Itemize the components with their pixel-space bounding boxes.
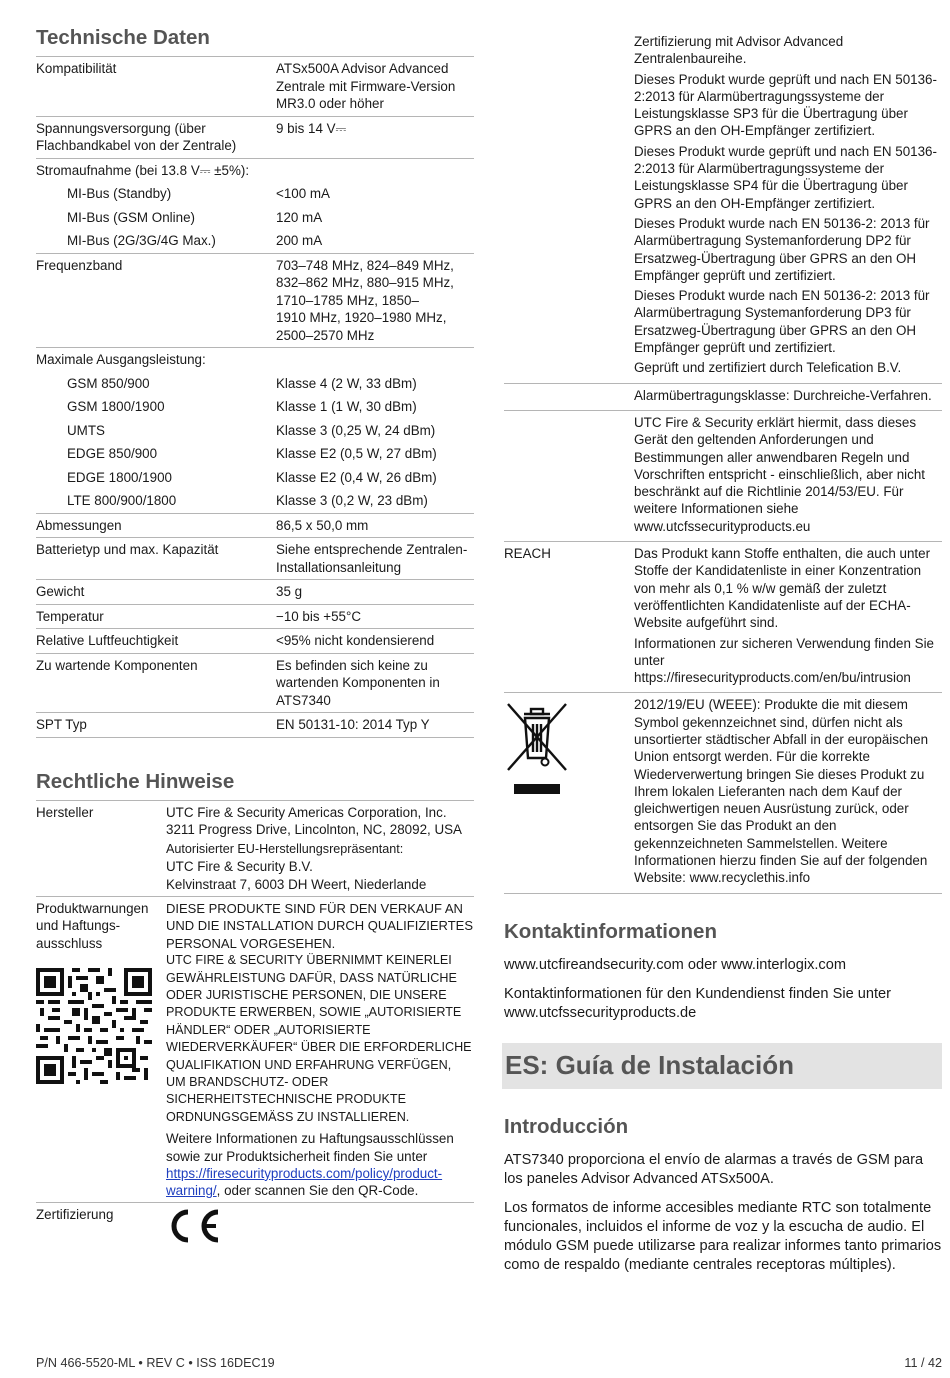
row-label: SPT Typ: [36, 717, 87, 732]
row-label: Zu wartende Komponenten: [36, 657, 198, 673]
warning-text: UTC FIRE & SECURITY ÜBERNIMMT KEINERLEI GEWÄHRLEISTUNG DAFÜR, DASS NATÜRLICHE ODER JURISTISCHE PERSONEN, DIE UNSERE PRODUKTE ERWERBEN, SOWIE „AUTORISIERTE HÄNDLER“ ODER „AUTORISIERTE WIEDERVERKÄUFER“ ÜBER DIE ERFORDERLICHE QUALIFIKATION UND ERFAHRUNG VERFÜGEN, UM BRANDSCHUTZ- ODER SICHERHEITSTECHNISCHE PRODUKTE ORDNUNGSGEMÄSS ZU INSTALLIEREN.: [166, 953, 472, 1124]
ce-mark-icon: [166, 1208, 226, 1244]
warning-text: DIESE PRODUKTE SIND FÜR DEN VERKAUF AN UND DIE INSTALLATION DURCH QUALIFIZIERTES PERSONAL VORGESEHEN.: [166, 900, 473, 951]
row-label: MI-Bus (2G/3G/4G Max.): [67, 233, 216, 248]
row-label: [504, 696, 634, 889]
table-row: [36, 419, 474, 443]
table-row: [36, 182, 474, 206]
table-row: [36, 117, 474, 159]
legal-table: [36, 800, 474, 1248]
table-row: [504, 693, 942, 893]
reach-paragraph: Informationen zur sicheren Verwendung finden Sie unter https://firesecurityproducts.com/en/bu/intrusion: [634, 635, 934, 686]
row-value: 35 g: [276, 584, 303, 599]
contact-support: Kontaktinformationen für den Kundendienst finden Sie unter www.utcfssecurityproducts.de: [504, 985, 891, 1021]
table-row: [36, 897, 474, 1203]
freq-line: 2500–2570 MHz: [276, 327, 375, 343]
row-value: Klasse 3 (0,2 W, 23 dBm): [276, 493, 428, 508]
row-value: [634, 696, 942, 889]
table-row: [504, 384, 942, 411]
cert-paragraph: Zertifizierung mit Advisor Advanced Zentralenbaureihe.: [634, 34, 844, 67]
row-label: Relative Luftfeuchtigkeit: [36, 633, 179, 648]
alarm-class-text: Alarmübertragungsklasse: Durchreiche-Verfahren.: [634, 387, 932, 403]
legal-heading: Rechtliche Hinweise: [36, 769, 235, 793]
table-row: [36, 348, 474, 372]
weee-crossed-bin-icon: [504, 700, 570, 796]
intro-paragraph: ATS7340 proporciona el envío de alarmas a través de GSM para los paneles Advisor Advanced ATSx500A.: [504, 1151, 924, 1187]
table-row: [36, 466, 474, 490]
table-row: [36, 629, 474, 654]
row-label: GSM 1800/1900: [67, 399, 165, 414]
label-line: ausschluss: [36, 935, 103, 951]
row-label: Stromaufnahme (bei 13.8 V⎓ ±5%):: [36, 162, 250, 178]
row-label: EDGE 1800/1900: [67, 469, 172, 485]
row-label: Spannungsversorgung (über Flachbandkabel von der Zentrale): [36, 120, 237, 153]
row-value: [166, 1206, 474, 1244]
row-label: EDGE 850/900: [67, 446, 158, 461]
row-value: [276, 257, 474, 345]
row-label: Maximale Ausgangsleistung:: [36, 352, 206, 367]
row-value: <95% nicht kondensierend: [276, 633, 435, 648]
tech-data-heading: Technische Daten: [36, 26, 210, 49]
table-row: [36, 206, 474, 230]
row-label: Abmessungen: [36, 517, 122, 533]
intro-paragraph: Los formatos de informe accesibles mediante RTC son totalmente funcionales, incluidos el informe de voz y la escucha de audio. El módulo GSM puede utilizarse para realizar informes tanto primarios como de respaldo (mediante centrales receptoras múltiples).: [504, 1199, 942, 1273]
table-row: [36, 254, 474, 349]
table-row: [36, 395, 474, 419]
row-value: Klasse 4 (2 W, 33 dBm): [276, 375, 417, 391]
freq-line: 1910 MHz, 1920–1980 MHz,: [276, 310, 447, 325]
table-row: [36, 1203, 474, 1247]
row-label: GSM 850/900: [67, 375, 150, 391]
row-value: 86,5 x 50,0 mm: [276, 517, 369, 533]
table-row: [36, 229, 474, 254]
row-value: EN 50131-10: 2014 Typ Y: [276, 717, 430, 732]
table-row: [36, 580, 474, 605]
label-line: Produktwarnungen: [36, 900, 149, 916]
row-value: [634, 545, 942, 689]
cert-paragraph: Dieses Produkt wurde geprüft und nach EN 50136-2:2013 für Alarmübertragungssysteme der Leistungsklasse SP4 für die Übertragung über GPRS an den OH-Empfänger zertifiziert.: [634, 143, 937, 211]
row-label: [36, 900, 166, 1199]
declaration-text: UTC Fire & Security erklärt hiermit, dass dieses Gerät den geltenden Anforderungen und Bestimmungen aller anwendbaren Regeln und Vorschriften entspricht - einschließlich, aber nicht beschränkt auf die Richtlinie 2014/53/EU. Für weitere Informationen siehe www.utcfssecurityproducts.eu: [634, 414, 926, 534]
manufacturer-name: UTC Fire & Security Americas Corporation, Inc.: [166, 804, 447, 820]
row-value: 200 mA: [276, 233, 323, 248]
row-value: [166, 900, 474, 1199]
row-value: <100 mA: [276, 186, 330, 201]
row-label: [504, 33, 634, 380]
row-value: Klasse E2 (0,4 W, 26 dBm): [276, 469, 437, 485]
row-label: MI-Bus (Standby): [67, 186, 172, 201]
table-row: [36, 801, 474, 897]
reach-paragraph: Das Produkt kann Stoffe enthalten, die auch unter Stoffe der Kandidatenliste in einer Konzentration von mehr als 0,1 % w/w gemäß der zuletzt veröffentlichten Kandidatenliste auf der ECHA-Website aufgeführt sind.: [634, 546, 931, 631]
row-label: Gewicht: [36, 584, 85, 599]
manufacturer-address: 3211 Progress Drive, Lincolnton, NC, 28092, USA: [166, 821, 462, 837]
freq-line: 832–862 MHz, 880–915 MHz,: [276, 275, 454, 290]
left-column: [36, 26, 474, 1247]
row-value: Klasse 3 (0,25 W, 24 dBm): [276, 422, 436, 438]
row-value: 9 bis 14 V⎓: [276, 120, 347, 136]
row-label: Batterietyp und max. Kapazität: [36, 542, 219, 557]
eu-rep-address: Kelvinstraat 7, 6003 DH Weert, Niederlande: [166, 876, 427, 892]
row-label: Zertifizierung: [36, 1207, 114, 1223]
freq-line: 1710–1785 MHz, 1850–: [276, 292, 419, 308]
table-row: [36, 372, 474, 396]
row-value: ATSx500A Advisor Advanced Zentrale mit Firmware-Version MR3.0 oder höher: [276, 61, 456, 111]
table-row: [36, 514, 474, 539]
right-column: [504, 30, 942, 1285]
table-row: [504, 542, 942, 693]
row-value: Klasse 1 (1 W, 30 dBm): [276, 399, 417, 414]
qr-code-icon[interactable]: [36, 968, 152, 1084]
eu-rep-name: UTC Fire & Security B.V.: [166, 859, 313, 875]
row-label: MI-Bus (GSM Online): [67, 209, 195, 225]
eu-rep-label: Autorisierter EU-Herstellungsrepräsentant:: [166, 842, 404, 857]
row-label: Kompatibilität: [36, 61, 117, 76]
row-value: Klasse E2 (0,5 W, 27 dBm): [276, 446, 437, 461]
es-banner-title: ES: Guía de Instalación: [505, 1050, 794, 1081]
row-value: Es befinden sich keine zu wartenden Komponenten in ATS7340: [276, 657, 440, 708]
row-label: Frequenzband: [36, 257, 123, 273]
row-label: LTE 800/900/1800: [67, 493, 177, 508]
table-row: [36, 159, 474, 183]
table-row: [504, 411, 942, 542]
freq-line: 703–748 MHz, 824–849 MHz,: [276, 257, 454, 273]
cert-paragraph: Geprüft und zertifiziert durch Telefication B.V.: [634, 360, 902, 376]
contact-heading: Kontaktinformationen: [504, 919, 717, 943]
row-label: [504, 387, 634, 407]
row-value: −10 bis +55°C: [276, 608, 362, 624]
cert-paragraph: Dieses Produkt wurde geprüft und nach EN 50136-2:2013 für Alarmübertragungssysteme der Leistungsklasse SP3 für die Übertragung über GPRS an den OH-Empfänger zertifiziert.: [634, 71, 937, 139]
es-section-banner: [502, 1043, 942, 1089]
label-line: und Haftungs-: [36, 918, 121, 934]
cert-paragraph: Dieses Produkt wurde nach EN 50136-2: 2013 für Alarmübertragung Systemanforderung DP2 für Ersatzweg-Übertragung über GPRS an den OH Empfänger geprüft und zertifiziert.: [634, 215, 930, 283]
row-label: Hersteller: [36, 804, 94, 820]
table-row: [36, 489, 474, 514]
row-value: [276, 351, 474, 369]
page-number: 11 / 42: [904, 1356, 942, 1370]
intro-heading: Introducción: [504, 1114, 629, 1138]
part-number: P/N 466-5520-ML • REV C • ISS 16DEC19: [36, 1356, 275, 1370]
row-label: Temperatur: [36, 608, 104, 624]
row-value: Siehe entsprechende Zentralen-Installationsanleitung: [276, 542, 468, 575]
row-value: 120 mA: [276, 209, 323, 225]
row-value: [249, 162, 474, 180]
table-row: [36, 654, 474, 714]
table-row: [504, 30, 942, 384]
row-value: [634, 33, 942, 380]
row-label: REACH: [504, 546, 551, 562]
contact-urls: www.utcfireandsecurity.com oder www.interlogix.com: [504, 956, 846, 973]
table-row: [36, 713, 474, 738]
cert-paragraph: Dieses Produkt wurde nach EN 50136-2: 2013 für Alarmübertragung Systemanforderung DP3 für Ersatzweg-Übertragung über GPRS an den OH Empfänger geprüft und zertifiziert.: [634, 288, 930, 356]
table-row: [36, 57, 474, 117]
table-row: [36, 442, 474, 466]
table-row: [36, 605, 474, 630]
warning-more: [166, 1130, 474, 1199]
table-row: [36, 538, 474, 580]
warning-more-text: Weitere Informationen zu Haftungsausschlüssen sowie zur Produktsicherheit finden Sie unter: [166, 1131, 454, 1164]
row-label: [504, 414, 634, 538]
row-value: [634, 414, 942, 538]
row-value: [166, 804, 474, 893]
tech-data-table: [36, 56, 474, 738]
row-label: UMTS: [67, 422, 105, 438]
cert-continued-table: [504, 30, 942, 894]
row-value: [634, 387, 942, 407]
warning-tail-text: , oder scannen Sie den QR-Code.: [216, 1183, 419, 1199]
product-warning-link[interactable]: https://firesecurityproducts.com/policy/product-warning/: [166, 1165, 443, 1199]
weee-text: 2012/19/EU (WEEE): Produkte die mit diesem Symbol gekennzeichnet sind, dürfen nicht als unsortierter städtischer Abfall in der europäischen Union entsorgt werden. Für die korrekte Wiederverwertung bringen Sie dieses Produkt zu Ihrem lokalen Lieferanten nach dem Kauf der gleichwertigen neuen Ausrüstung zurück, oder entsorgen Sie das Produkt an den gekennzeichneten Sammelstellen. Weitere Informationen hierzu finden Sie auf der folgenden Website: www.recyclethis.info: [634, 697, 929, 886]
